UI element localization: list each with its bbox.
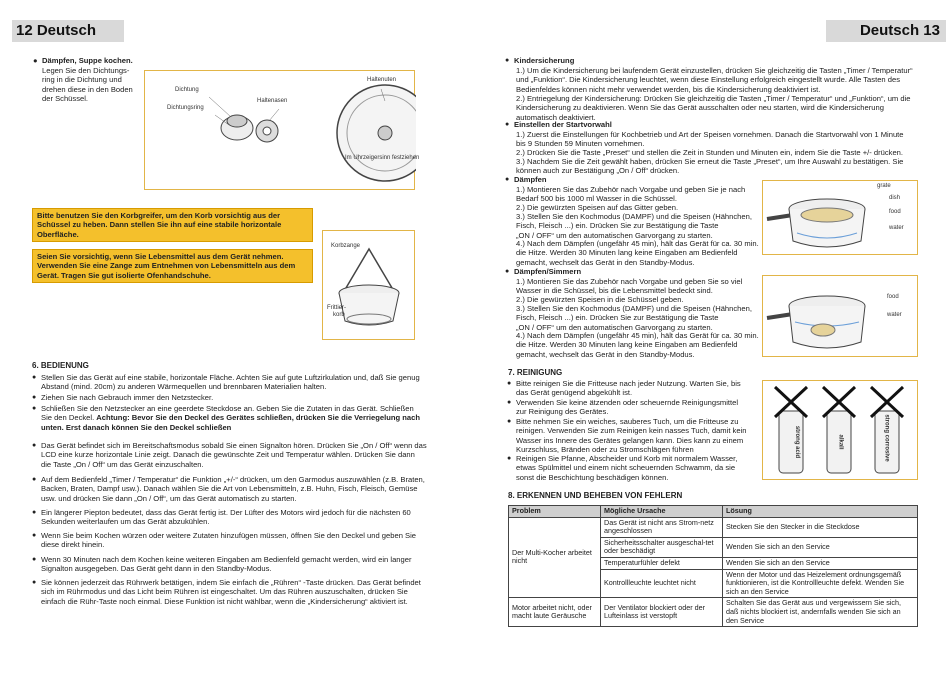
daempfen-step-4: 4.) Nach dem Dämpfen (ungefähr 45 min), hält das Gerät für ca. 30 min. die Hitze. Werden 30 Minuten lang keine Eingaben am Bedienfeld gemacht, wechselt das Gerät in den Standby-Modus.	[516, 239, 759, 267]
label-dichtung: Dichtung	[175, 87, 199, 93]
warning-food-removal: Seien Sie vorsichtig, wenn Sie Lebensmittel aus dem Gerät nehmen. Verwenden Sie eine Zange zum Entnehmen von Lebensmitteln aus dem Gerät. Tragen Sie gut isolierte Ofenhandschuhe.	[32, 249, 313, 283]
warning-basket-gripper: Bitte benutzen Sie den Korbgreifer, um den Korb vorsichtig aus der Schüssel zu heben. Dann stellen Sie ihn auf eine stabile horizontale Oberfläche.	[32, 208, 313, 242]
bedienung-item-2: ● Ziehen Sie nach Gebrauch immer den Netzstecker.	[41, 393, 213, 402]
start-step-1: 1.) Zuerst die Einstellungen für Kochbetrieb und Art der Speisen vornehmen. Danach die Startvorwahl von 1 Minute bis 9 Stunden 59 Minuten vornehmen.	[516, 130, 904, 149]
solution-cell: Wenn der Motor und das Heizelement ordnungsgemäß funktionieren, ist die Kontrollleuchte defekt. Wenden Sie sich an den Service	[723, 569, 918, 598]
kindersicherung-title: ● Kindersicherung	[514, 56, 574, 65]
cause-cell: Der Ventilator blockiert oder der Lufteinlass ist verstopft	[601, 598, 723, 627]
cause-cell: Temperaturfühler defekt	[601, 557, 723, 569]
section-7-title: 7. REINIGUNG	[508, 368, 563, 377]
label-haltenasen: Haltenasen	[257, 98, 288, 104]
reinigung-item-1: ● Bitte reinigen Sie die Fritteuse nach jeder Nutzung. Warten Sie, bis das Gerät genügend abgekühlt ist.	[516, 379, 741, 398]
problem-cell: Der Multi-Kocher arbeitet nicht	[509, 517, 601, 598]
simmern-step-4: 4.) Nach dem Dämpfen (ungefähr 45 min), hält das Gerät für ca. 30 min. die Hitze. Werden 30 Minuten lang keine Eingaben am Bedienfeld gemacht, wechselt das Gerät in den Standby-Modus.	[516, 331, 759, 359]
steaming-illustration	[763, 181, 919, 256]
steaming-figure	[762, 180, 918, 255]
label-strong-corrosive: strong corrosive	[883, 414, 890, 462]
seal-ring-figure	[144, 70, 420, 190]
steam-title: ● Dämpfen, Suppe kochen.	[33, 56, 133, 65]
page-number-right: Deutsch 13	[826, 20, 946, 42]
simmern-step-2: 2.) Die gewürzten Speisen in die Schüssel geben.	[516, 295, 684, 304]
daempfen-step-3: 3.) Stellen Sie den Kochmodus (DAMPF) und die Speisen (Hähnchen, Fisch, Fleisch ...) ein. Drücken Sie zur Bestätigung die Taste „ON / OFF“ um den automatischen Garvorgang zu starten.	[516, 212, 752, 240]
label-clockwise: Im Uhrzeigersinn festziehen	[345, 155, 420, 161]
label-haltenuten: Haltenuten	[367, 77, 397, 83]
label-water: water	[889, 225, 904, 231]
daempfen-step-1: 1.) Montieren Sie das Zubehör nach Vorgabe und geben Sie je nach Bedarf 500 bis 1000 ml Wasser in die Schüssel.	[516, 185, 746, 204]
steam-text: Legen Sie den Dichtungs- ring in die Dichtung und drehen diese in den Boden der Schüssel.	[42, 66, 133, 103]
start-step-2: 2.) Drücken Sie die Taste „Preset“ und stellen die Zeit in Stunden und Minuten ein, indem Sie die Taste +/- drücken.	[516, 148, 904, 157]
solution-cell: Schalten Sie das Gerät aus und vergewissern Sie sich, daß nichts blockiert ist, andernfalls wenden Sie sich an den Service	[723, 598, 918, 627]
bedienung-item-4: ● Das Gerät befindet sich im Bereitschaftsmodus sobald Sie einen Signalton hören. Drücken Sie „On / Off“ wenn das LCD eine kurze horizontale Linie zeigt. Danach die gewünschte Zeit und Temperatur wählen. Drücken Sie dann die Taste „On / Off“ um das Gerät einzuschalten.	[41, 441, 427, 469]
simmering-figure	[762, 275, 918, 357]
simmern-step-3: 3.) Stellen Sie den Kochmodus (DAMPF) und die Speisen (Hähnchen, Fisch, Fleisch ...) ein. Drücken Sie zur Bestätigung die Taste „ON / OFF“ um den automatischen Garvorgang zu starten.	[516, 304, 752, 332]
forbidden-cleaners-illustration	[763, 381, 919, 481]
simmern-title: ● Dämpfen/Simmern	[514, 267, 581, 276]
solution-cell: Wenden Sie sich an den Service	[723, 557, 918, 569]
label-korb: korb	[333, 312, 345, 318]
forbidden-cleaners-figure	[762, 380, 918, 480]
kinder-step-2: 2.) Entriegelung der Kindersicherung: Drücken Sie gleichzeitig die Tasten „Timer / Temperatur“ und „Funktion“, um die Kindersicherung zu deaktivieren. Wenn Sie das Gerät ausschalten oder neu starten, wird die Kindersicherung automatisch deaktiviert.	[516, 94, 911, 122]
header-solution: Lösung	[723, 506, 918, 518]
header-cause: Mögliche Ursache	[601, 506, 723, 518]
reinigung-item-2: ● Verwenden Sie keine ätzenden oder scheuernde Reinigungsmittel zur Reinigung des Gerätes.	[516, 398, 738, 417]
troubleshooting-table	[508, 505, 918, 627]
label-strong-acid: strong acid	[794, 425, 801, 459]
reinigung-item-3: ● Bitte nehmen Sie ein weiches, sauberes Tuch, um die Fritteuse zu reinigen. Verwenden Sie zum Reinigen kein nasses Tuch, damit kein Wasser ins Innere des Gerätes gelangen kann. Dies kann zu einem Kurzschluss, Bränden oder zu Stromschlägen führen	[516, 417, 746, 454]
label-korbzange: Korbzange	[331, 243, 361, 249]
table-row	[509, 517, 918, 537]
cause-cell: Das Gerät ist nicht ans Strom-netz angeschlossen	[601, 517, 723, 537]
kinder-step-1: 1.) Um die Kindersicherung bei laufendem Gerät einzustellen, drücken Sie gleichzeitig die Tasten „Timer / Temperatur“ und „Funktion“. Die Kindersicherung leuchtet, wenn diese Einstellung erfolgreich eingestellt wurde. Alle Tasten des Bedienfeldes können nicht mehr verwendet werden, bis die Kindersicherung deaktiviert ist.	[516, 66, 913, 94]
start-step-3: 3.) Nachdem Sie die Zeit gewählt haben, drücken Sie erneut die Taste „Preset“, um Ihre Auswahl zu bestätigen. Sie können auch zur Bestätigung „On / Off“ drücken.	[516, 157, 904, 176]
cause-cell: Kontrollleuchte leuchtet nicht	[601, 569, 723, 598]
bedienung-item-8: ● Wenn 30 Minuten nach dem Kochen keine weiteren Eingaben am Bedienfeld gemacht werden, wird ein langer Signalton ausgegeben. Das Gerät geht dann in den Standby-Modus.	[41, 555, 412, 574]
label-grate: grate	[877, 183, 891, 189]
startvorwahl-title: ● Einstellen der Startvorwahl	[514, 120, 612, 129]
reinigung-item-4: ● Reinigen Sie Pfanne, Abscheider und Korb mit normalem Wasser, etwas Spülmittel und einem nicht scheuernden Schwamm, da sie sonst die Beschichtung beschädigen können.	[516, 454, 737, 482]
basket-figure	[322, 230, 415, 340]
label-food-2: food	[887, 294, 899, 300]
label-dichtungsring: Dichtungsring	[167, 105, 204, 111]
section-6-title: 6. BEDIENUNG	[32, 361, 89, 370]
bedienung-item-9: ● Sie können jederzeit das Rührwerk betätigen, indem Sie einfach die „Rühren“ -Taste drücken. Das Gerät befindet sich im Rührmodus und das Licht beim Rühren ist eingeschaltet. Um das Rühren auszuschalten, drücken Sie einfach die Rühr-Taste noch einmal. Diese Funktion ist nicht wählbar, wenn die „Kindersicherung“ aktiviert ist.	[41, 578, 421, 606]
daempfen-step-2: 2.) Die gewürzten Speisen auf das Gitter geben.	[516, 203, 679, 212]
header-problem: Problem	[509, 506, 601, 518]
solution-cell: Stecken Sie den Stecker in die Steckdose	[723, 517, 918, 537]
label-alkali: alkali	[837, 434, 844, 450]
table-header-row	[509, 506, 918, 518]
section-8-title: 8. ERKENNEN UND BEHEBEN VON FEHLERN	[508, 491, 683, 500]
bedienung-item-3: ● Schließen Sie den Netzstecker an eine geerdete Steckdose an. Geben Sie die Zutaten in das Gerät. Schließen Sie den Deckel. Achtung: Bevor Sie den Deckel des Gerätes schließen, drücken Sie die Verriegelung nach unten. Erst danach können Sie den Deckel schließen	[41, 404, 420, 432]
problem-cell: Motor arbeitet nicht, oder macht laute Geräusche	[509, 598, 601, 627]
cause-cell: Sicherheitsschalter ausgeschal-tet oder beschädigt	[601, 537, 723, 557]
bedienung-item-7: ● Wenn Sie beim Kochen würzen oder weitere Zutaten hinzufügen müssen, öffnen Sie den Deckel und geben Sie diese direkt hinein.	[41, 531, 416, 550]
daempfen-title: ● Dämpfen	[514, 175, 547, 184]
label-frittier: Frittier-	[327, 305, 346, 311]
table-row	[509, 598, 918, 627]
bedienung-item-5: ● Auf dem Bedienfeld „Timer / Temperatur“ die Funktion „+/-“ drücken, um den Garmodus auszuwählen (z.B. Braten, Backen, Braten, Dampf usw.). Danach wählen Sie die Art von Lebensmitteln, z.B. Huhn, Fisch, Fleisch, Gemüse usw. und drücken Sie dann „On / Off“, um das Gerät automatisch zu starten.	[41, 475, 425, 503]
label-water-2: water	[887, 312, 902, 318]
solution-cell: Wenden Sie sich an den Service	[723, 537, 918, 557]
simmern-step-1: 1.) Montieren Sie das Zubehör nach Vorgabe und geben Sie so viel Wasser in die Schüssel, bis die Lebensmittel bedeckt sind.	[516, 277, 743, 296]
bedienung-item-1: ● Stellen Sie das Gerät auf eine stabile, horizontale Fläche. Achten Sie auf gute Luftzirkulation und, daß Sie genug Abstand (mind. 20cm) zu anderen Wärmequellen und brennbaren Materialien halten.	[41, 373, 420, 392]
page-number-left: 12 Deutsch	[12, 20, 124, 42]
bedienung-item-6: ● Ein längerer Piepton bedeutet, dass das Gerät fertig ist. Der Lüfter des Motors wird jedoch für die nächsten 60 Sekunden weiterlaufen um das Gerät abzukühlen.	[41, 508, 411, 527]
label-food: food	[889, 209, 901, 215]
label-dish: dish	[889, 195, 901, 201]
